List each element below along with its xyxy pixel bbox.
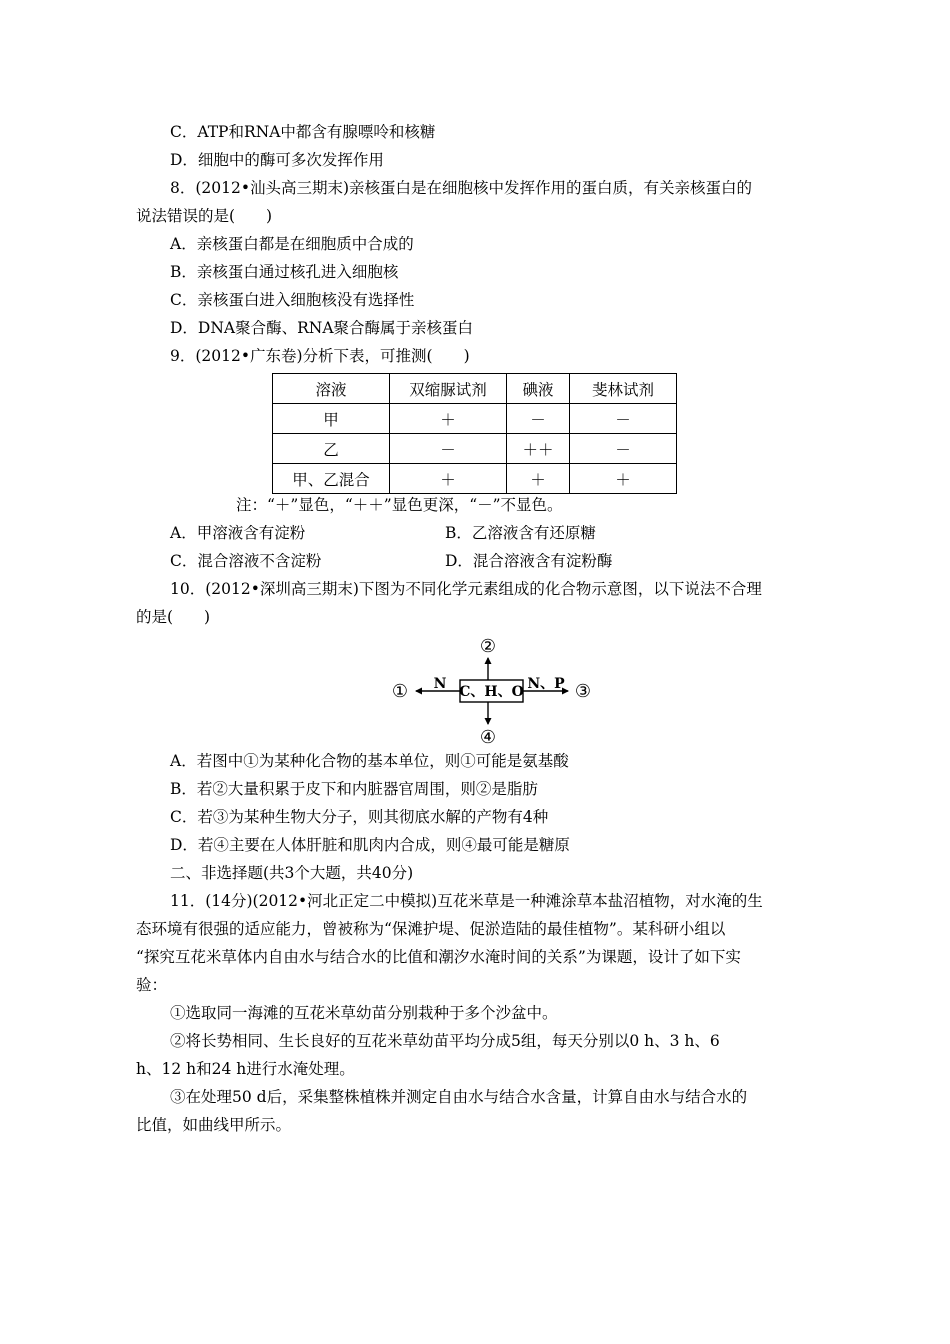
table-cell: － [570, 434, 677, 464]
table-cell: ＋ [390, 464, 507, 494]
question-9-option-a: A．甲溶液含有淀粉 [170, 524, 306, 542]
section-2-heading: 二、非选择题(共3个大题，共40分) [170, 864, 414, 882]
question-11-step-3-cont: 比值，如曲线甲所示。 [136, 1116, 292, 1134]
center-elements-label: C、H、O [459, 684, 524, 700]
table-cell: 乙 [273, 434, 390, 464]
option-d-enzyme: D．细胞中的酶可多次发挥作用 [170, 151, 384, 169]
table-note: 注：“＋”显色，“＋＋”显色更深，“－”不显色。 [236, 496, 563, 514]
question-9-stem: 9．(2012•广东卷)分析下表，可推测( ) [170, 347, 470, 365]
question-8-option-b: B．亲核蛋白通过核孔进入细胞核 [170, 263, 399, 281]
question-10-stem: 10．(2012•深圳高三期末)下图为不同化学元素组成的化合物示意图，以下说法不合理 [170, 580, 762, 598]
compound-3-label: ③ [574, 681, 592, 702]
compound-1-label: ① [391, 681, 409, 702]
compound-diagram [388, 633, 600, 745]
question-10-option-a: A．若图中①为某种化合物的基本单位，则①可能是氨基酸 [170, 752, 569, 770]
question-9-option-d: D．混合溶液含有淀粉酶 [445, 552, 613, 570]
question-11-step-3: ③在处理50 d后，采集整株植株并测定自由水与结合水含量，计算自由水与结合水的 [170, 1088, 748, 1106]
table-row [273, 434, 677, 464]
table-header-cell: 双缩脲试剂 [390, 374, 507, 404]
question-10-option-b: B．若②大量积累于皮下和内脏器官周围，则②是脂肪 [170, 780, 538, 798]
table-cell: － [390, 434, 507, 464]
question-10-option-c: C．若③为某种生物大分子，则其彻底水解的产物有4种 [170, 808, 549, 826]
question-11-stem-cont: 验： [136, 976, 168, 994]
table-cell: ＋ [570, 464, 677, 494]
right-arrow-label: N、P [527, 676, 565, 692]
question-11-stem: 11．(14分)(2012•河北正定二中模拟)互花米草是一种滩涂草本盐沼植物，对水淹的生 [170, 892, 763, 910]
compound-4-label: ④ [479, 727, 497, 745]
question-8-stem: 8．(2012•汕头高三期末)亲核蛋白是在细胞核中发挥作用的蛋白质，有关亲核蛋白的 [170, 179, 753, 197]
question-8-option-d: D．DNA聚合酶、RNA聚合酶属于亲核蛋白 [170, 319, 474, 337]
question-11-step-2: ②将长势相同、生长良好的互花米草幼苗平均分成5组，每天分别以0 h、3 h、6 [170, 1032, 720, 1050]
question-9-option-b: B．乙溶液含有还原糖 [445, 524, 596, 542]
question-9-option-c: C．混合溶液不含淀粉 [170, 552, 322, 570]
table-cell: ＋ [507, 464, 570, 494]
table-header-cell: 斐林试剂 [570, 374, 677, 404]
question-8-option-c: C．亲核蛋白进入细胞核没有选择性 [170, 291, 415, 309]
table-header-cell: 碘液 [507, 374, 570, 404]
table-header-cell: 溶液 [273, 374, 390, 404]
compound-2-label: ② [479, 636, 497, 657]
reagent-table [272, 373, 677, 494]
table-cell: 甲 [273, 404, 390, 434]
table-cell: ＋＋ [507, 434, 570, 464]
question-10-option-d: D．若④主要在人体肝脏和肌肉内合成，则④最可能是糖原 [170, 836, 570, 854]
option-c-atp: C．ATP和RNA中都含有腺嘌呤和核糖 [170, 123, 436, 141]
table-cell: － [507, 404, 570, 434]
table-header-row [273, 374, 677, 404]
table-cell: － [570, 404, 677, 434]
question-11-stem-cont: “探究互花米草体内自由水与结合水的比值和潮汐水淹时间的关系”为课题，设计了如下实 [136, 948, 741, 966]
table-row [273, 464, 677, 494]
question-8-option-a: A．亲核蛋白都是在细胞质中合成的 [170, 235, 414, 253]
question-8-stem-cont: 说法错误的是( ) [136, 207, 273, 225]
question-11-step-1: ①选取同一海滩的互花米草幼苗分别栽种于多个沙盆中。 [170, 1004, 558, 1022]
table-cell: 甲、乙混合 [273, 464, 390, 494]
table-cell: ＋ [390, 404, 507, 434]
table-row [273, 404, 677, 434]
question-11-stem-cont: 态环境有很强的适应能力，曾被称为“保滩护堤、促淤造陆的最佳植物”。某科研小组以 [136, 920, 726, 938]
question-11-step-2-cont: h、12 h和24 h进行水淹处理。 [136, 1060, 355, 1078]
left-arrow-label: N [433, 676, 447, 692]
question-10-stem-cont: 的是( ) [136, 608, 211, 626]
